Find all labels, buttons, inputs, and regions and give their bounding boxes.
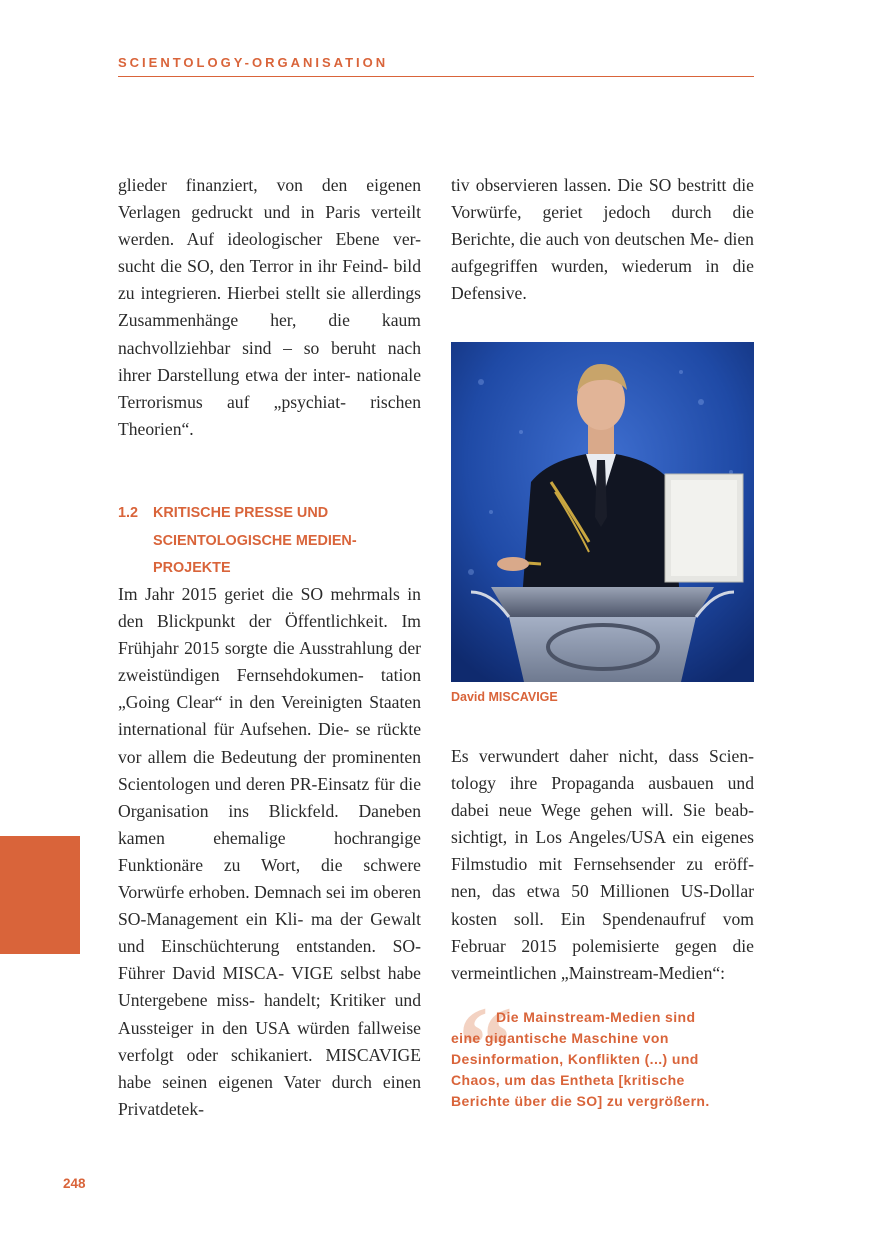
text-line: eigenen Vater durch einen Privatdetek- [118,1071,421,1119]
text-line: prominenten Scientologen und deren [118,746,422,794]
text-line: tation „Going Clear“ in den Vereinigten [118,665,421,713]
text-line: se rückte vor allem die Bedeutung der [118,719,422,767]
text-line: sichtigt, in Los Angeles/USA ein eigenes [451,827,754,848]
quote-mark-icon: “ [458,984,513,1106]
text-line: USA würden fallweise verfolgt oder [118,1017,421,1065]
text-line: dabei neue Wege gehen will. Sie beab- [451,800,754,821]
text-line: sei im oberen SO-Management ein Kli- [118,882,421,930]
text-line: Blickfeld. Daneben kamen ehemalige [118,800,422,848]
text-line: entstanden. SO-Führer David MISCA- [118,936,421,984]
quote-line: Desinformation, Konflikten (...) und [451,1051,699,1067]
text-line: nationale Terrorismus auf „psychiat- [118,364,421,412]
text-line: glieder finanziert, von den eigenen [118,175,421,195]
text-line: ma der Gewalt und Einschüchterung [118,909,421,957]
text-line: handelt; Kritiker und Aussteiger in den [118,990,421,1038]
quote-line: Die Mainstream-Medien sind [496,1009,696,1025]
photo-caption: David MISCAVIGE [451,690,558,704]
text-line: schikaniert. MISCAVIGE habe seinen [118,1044,422,1092]
text-line: Frühjahr 2015 sorgte die Ausstrahlung [118,638,393,659]
right-column-top [451,172,754,307]
chapter-marker-tab [0,836,80,954]
running-title: SCIENTOLOGY-ORGANISATION [118,55,389,70]
photo-illustration [451,342,754,682]
text-line: werden. Auf ideologischer Ebene ver- [118,229,421,250]
section-title-line: PROJEKTE [153,560,231,576]
text-line: Verlagen gedruckt und in Paris verteilt [118,202,421,223]
text-line: VIGE selbst habe Untergebene miss- [118,963,421,1011]
section-number: 1.2 [118,505,139,521]
right-body-text [451,743,754,987]
text-line: der zweistündigen Fernsehdokumen- [118,638,421,686]
photo-david-miscavige [451,342,754,682]
text-line: tology ihre Propaganda ausbauen und [451,773,754,794]
left-top-text [118,172,421,443]
text-line: Staaten international für Aufsehen. Die- [118,692,421,740]
text-line: nen, das etwa 50 Millionen US-Dollar [451,881,754,902]
text-line: nach ihrer Darstellung etwa der inter- [118,337,421,385]
text-line: in den Blickpunkt der Öffentlichkeit. Im [118,584,421,632]
text-line: rischen Theorien“. [118,391,421,439]
text-line: schwere Vorwürfe erhoben. Demnach [118,854,421,903]
text-line: kaum nachvollziehbar sind – so beruht [118,310,421,358]
header-rule [118,76,754,77]
text-line: Filmstudio mit Fernsehsender zu eröff- [451,854,754,875]
text-line: Es verwundert daher nicht, dass Scien- [451,746,754,766]
text-line: vermeintlichen „Mainstream-Medien“: [451,962,726,983]
right-column-body [451,743,754,987]
text-line: die Vorwürfe, geriet jedoch durch die [451,175,754,223]
quote-line: eine gigantische Maschine von [451,1030,669,1046]
section-title-line: KRITISCHE PRESSE UND [153,505,329,521]
text-line: sucht die SO, den Terror in ihr Feind- [118,256,389,277]
text-line: hochrangige Funktionäre zu Wort, die [118,827,421,875]
text-line: in die Defensive. [451,256,754,304]
text-line: allerdings Zusammenhänge her, die [118,283,421,331]
quote-line: Berichte über die SO] zu vergrößern. [451,1093,710,1109]
right-top-text [451,172,754,307]
text-line: Im Jahr 2015 geriet die SO mehrmals [118,584,400,604]
section-heading [118,500,428,583]
text-line: tiv observieren lassen. Die SO bestritt [451,175,727,195]
left-body-text [118,581,421,1123]
section-title-line: SCIENTOLOGISCHE MEDIEN- [153,532,357,549]
text-line: Berichte, die auch von deutschen Me- [451,229,720,250]
pull-quote [451,1007,761,1112]
left-column-top [118,172,421,443]
text-line: bild zu integrieren. Hierbei stellt sie [118,256,421,304]
text-line: PR-Einsatz für die Organisation ins [118,773,421,821]
text-line: Februar 2015 polemisierte gegen die [451,935,754,956]
text-line: dien aufgegriffen wurden, wiederum [451,229,754,277]
text-line: kosten soll. Ein Spendenaufruf vom [451,908,754,929]
quote-line: Chaos, um das Entheta [kritische [451,1072,685,1088]
left-column-body [118,581,421,1123]
page-number: 248 [63,1176,86,1191]
